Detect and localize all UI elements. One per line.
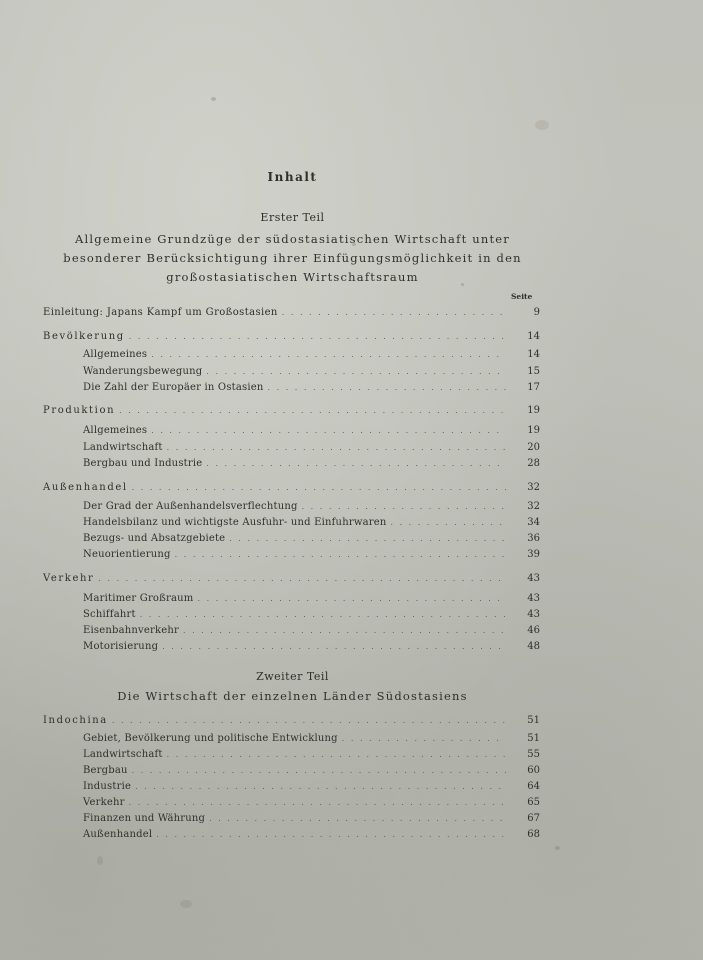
toc-section-page: 43	[527, 573, 540, 584]
toc-subentry-label: Neuorientierung	[83, 549, 171, 560]
toc-subentry-page: 65	[527, 797, 540, 808]
dot-leader	[129, 795, 506, 811]
toc-subentry-label: Industrie	[83, 781, 132, 792]
toc-subentry-page: 20	[527, 442, 540, 453]
dot-leader	[151, 423, 506, 439]
dot-leader	[129, 329, 506, 345]
toc-entry-page: 9	[533, 307, 540, 318]
part1-title-line2: besonderer Berücksichtigung ihrer Einfügungsmöglichkeit in den	[63, 251, 522, 265]
toc-subentry-page: 32	[527, 501, 540, 512]
toc-subentry-label: Handelsbilanz und wichtigste Ausfuhr- und Einfuhrwaren	[83, 517, 387, 528]
paper-stain	[97, 856, 103, 865]
toc-subentry[interactable]	[83, 607, 540, 623]
dot-leader	[135, 779, 506, 795]
dot-leader	[282, 305, 506, 321]
toc-subentry-page: 43	[527, 609, 540, 620]
toc-subentry-page: 15	[527, 366, 540, 377]
toc-subentry[interactable]	[83, 763, 540, 779]
toc-subentry-label: Motorisierung	[83, 641, 159, 652]
part2-title: Die Wirtschaft der einzelnen Länder Südostasiens	[117, 689, 468, 703]
part1-title-line3: großostasiatischen Wirtschaftsraum	[166, 270, 419, 284]
toc-subentry[interactable]	[83, 591, 540, 607]
toc-subentry-label: Finanzen und Währung	[83, 813, 206, 824]
toc-subentry-page: 51	[527, 733, 540, 744]
toc-subentry-label: Wanderungsbewegung	[83, 366, 203, 377]
toc-subentry-label: Eisenbahnverkehr	[83, 625, 179, 636]
dot-leader	[342, 731, 506, 747]
toc-subentry-label: Allgemeines	[83, 349, 148, 360]
dot-leader	[162, 639, 506, 655]
toc-subentry-label: Der Grad der Außenhandelsverflechtung	[83, 501, 298, 512]
toc-section[interactable]	[43, 713, 540, 729]
toc-subentry-page: 64	[527, 781, 540, 792]
dot-leader	[206, 364, 506, 380]
dot-leader	[268, 380, 506, 396]
toc-subentry-label: Bezugs- und Absatzgebiete	[83, 533, 226, 544]
toc-subentry-page: 39	[527, 549, 540, 560]
toc-subentry-label: Bergbau und Industrie	[83, 458, 203, 469]
toc-subentry[interactable]	[83, 347, 540, 363]
dot-leader	[302, 499, 506, 515]
dot-leader	[209, 811, 506, 827]
toc-subentry-page: 28	[527, 458, 540, 469]
toc-subentry-page: 55	[527, 749, 540, 760]
toc-entry[interactable]	[43, 305, 540, 321]
toc-subentry-page: 43	[527, 593, 540, 604]
dot-leader	[151, 347, 506, 363]
toc-subentry[interactable]	[83, 623, 540, 639]
toc-subentry-page: 17	[527, 382, 540, 393]
toc-subentry-label: Außenhandel	[83, 829, 153, 840]
toc-section-page: 14	[527, 331, 540, 342]
dot-leader	[390, 515, 506, 531]
toc-subentry-label: Die Zahl der Europäer in Ostasien	[83, 382, 264, 393]
toc-section[interactable]	[43, 480, 540, 496]
dot-leader	[119, 403, 506, 419]
paper-stain	[211, 97, 216, 101]
toc-subentry-page: 67	[527, 813, 540, 824]
toc-subentry-label: Landwirtschaft	[83, 442, 163, 453]
toc-section-page: 19	[527, 405, 540, 416]
dot-leader	[112, 713, 506, 729]
toc-section-label: Bevölkerung	[43, 331, 125, 342]
toc-subentry-label: Gebiet, Bevölkerung und politische Entwicklung	[83, 733, 338, 744]
dot-leader	[98, 571, 506, 587]
toc-section-page: 51	[527, 715, 540, 726]
toc-subentry-label: Allgemeines	[83, 425, 148, 436]
toc-subentry-page: 36	[527, 533, 540, 544]
toc-subentry-page: 34	[527, 517, 540, 528]
toc-subentry-page: 68	[527, 829, 540, 840]
toc-subentry[interactable]	[83, 499, 540, 515]
toc-subentry-label: Landwirtschaft	[83, 749, 163, 760]
toc-subentry[interactable]	[83, 547, 540, 563]
page-column-header: Seite	[511, 292, 533, 301]
toc-subentry-page: 14	[527, 349, 540, 360]
toc-section-label: Indochina	[43, 715, 108, 726]
toc-subentry-page: 19	[527, 425, 540, 436]
toc-section[interactable]	[43, 403, 540, 419]
dot-leader	[140, 607, 506, 623]
dot-leader	[132, 480, 506, 496]
toc-subentry-label: Bergbau	[83, 765, 128, 776]
toc-subentry-page: 60	[527, 765, 540, 776]
toc-section-page: 32	[527, 482, 540, 493]
dot-leader	[132, 763, 506, 779]
dot-leader	[229, 531, 506, 547]
toc-section[interactable]	[43, 329, 540, 345]
toc-section-label: Verkehr	[43, 573, 95, 584]
part1-title-line1: Allgemeine Grundzüge der südostasiatischen Wirtschaft unter	[75, 232, 510, 246]
paper-stain	[555, 846, 560, 850]
dot-leader	[167, 440, 506, 456]
toc-entry-label: Einleitung: Japans Kampf um Großostasien	[43, 307, 278, 318]
dot-leader	[183, 623, 506, 639]
toc-subentry[interactable]	[83, 380, 540, 396]
dot-leader	[167, 747, 506, 763]
dot-leader	[198, 591, 507, 607]
toc-subentry-label: Verkehr	[83, 797, 125, 808]
toc-subentry[interactable]	[83, 531, 540, 547]
toc-section-label: Produktion	[43, 405, 116, 416]
dot-leader	[156, 827, 506, 843]
dot-leader	[206, 456, 506, 472]
toc-subentry[interactable]	[83, 747, 540, 763]
page-title: Inhalt	[267, 170, 318, 184]
toc-section[interactable]	[43, 571, 540, 587]
part1-label: Erster Teil	[260, 211, 325, 224]
paper-stain	[535, 120, 549, 130]
dot-leader	[175, 547, 506, 563]
paper-stain	[180, 900, 192, 908]
toc-subentry[interactable]	[83, 515, 540, 531]
toc-subentry[interactable]	[83, 827, 540, 843]
toc-subentry-page: 48	[527, 641, 540, 652]
toc-subentry[interactable]	[83, 364, 540, 380]
toc-subentry[interactable]	[83, 440, 540, 456]
toc-subentry-label: Schiffahrt	[83, 609, 136, 620]
toc-subentry[interactable]	[83, 423, 540, 439]
toc-section-label: Außenhandel	[43, 482, 128, 493]
toc-subentry[interactable]	[83, 795, 540, 811]
part2-label: Zweiter Teil	[256, 670, 329, 683]
toc-subentry[interactable]	[83, 639, 540, 655]
toc-subentry[interactable]	[83, 731, 540, 747]
toc-subentry[interactable]	[83, 456, 540, 472]
toc-subentry[interactable]	[83, 811, 540, 827]
toc-subentry-page: 46	[527, 625, 540, 636]
toc-subentry-label: Maritimer Großraum	[83, 593, 194, 604]
toc-subentry[interactable]	[83, 779, 540, 795]
